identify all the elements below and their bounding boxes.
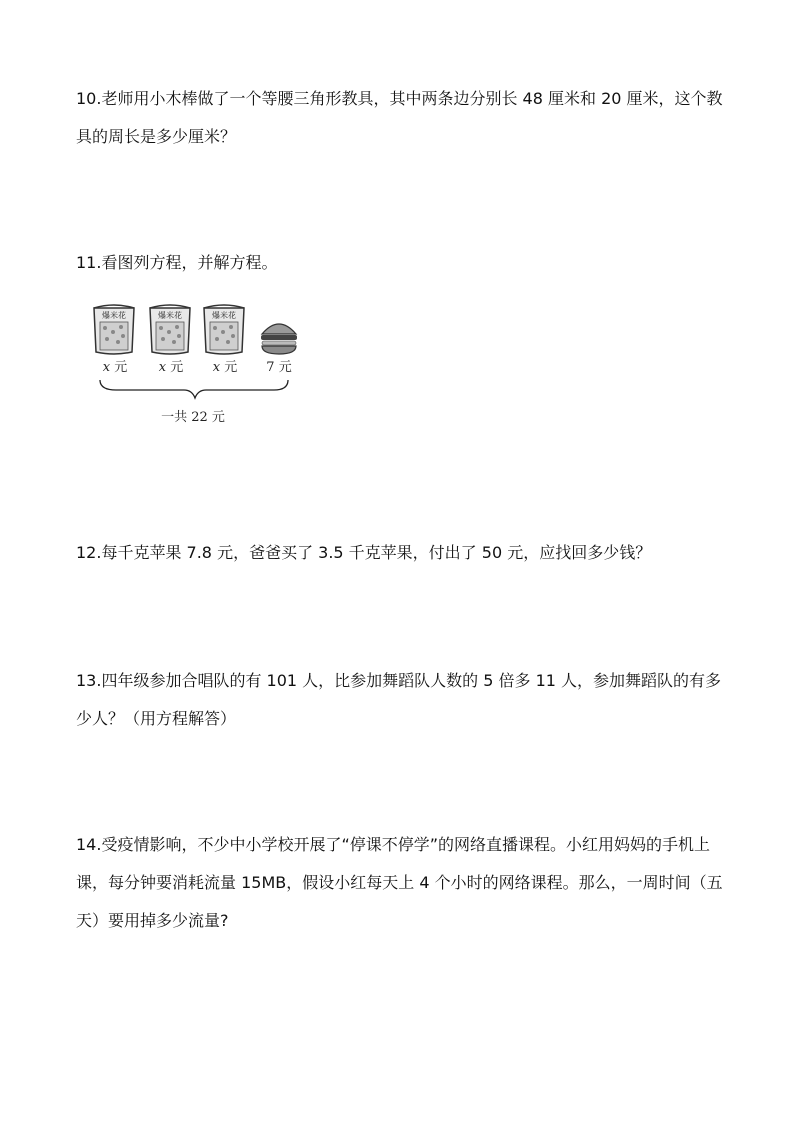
popcorn-bag-icon bbox=[204, 305, 244, 354]
svg-text:爆米花: 爆米花 bbox=[102, 311, 126, 320]
question-11: 11.看图列方程，并解方程。 bbox=[76, 253, 278, 272]
bag-price-label: x 元 bbox=[102, 360, 128, 375]
question-13: 13.四年级参加合唱队的有 101 人，比参加舞蹈队人数的 5 倍多 11 人，参加舞蹈队的有多少人？（用方程解答） bbox=[76, 671, 722, 728]
question-12: 12.每千克苹果 7.8 元，爸爸买了 3.5 千克苹果，付出了 50 元，应找回多少钱？ bbox=[76, 543, 652, 562]
popcorn-bag-icon bbox=[94, 305, 134, 354]
bag-price-label: x 元 bbox=[212, 360, 238, 375]
svg-text:爆米花: 爆米花 bbox=[212, 311, 236, 320]
equation-figure bbox=[88, 296, 318, 428]
popcorn-bag-icon bbox=[150, 305, 190, 354]
burger-price-label: 7 元 bbox=[266, 360, 292, 375]
question-10: 10.老师用小木棒做了一个等腰三角形教具，其中两条边分别长 48 厘米和 20 厘米，这个教具的周长是多少厘米？ bbox=[76, 89, 723, 146]
total-label: 一共 22 元 bbox=[161, 410, 225, 425]
svg-text:爆米花: 爆米花 bbox=[158, 311, 182, 320]
bag-price-label: x 元 bbox=[158, 360, 184, 375]
question-14: 14.受疫情影响，不少中小学校开展了“停课不停学”的网络直播课程。小红用妈妈的手机上课，每分钟要消耗流量 15MB，假设小红每天上 4 个小时的网络课程。那么，一周时间（五天）要用掉多少流量? bbox=[76, 835, 723, 930]
hamburger-icon bbox=[261, 324, 297, 354]
total-brace bbox=[100, 380, 288, 398]
